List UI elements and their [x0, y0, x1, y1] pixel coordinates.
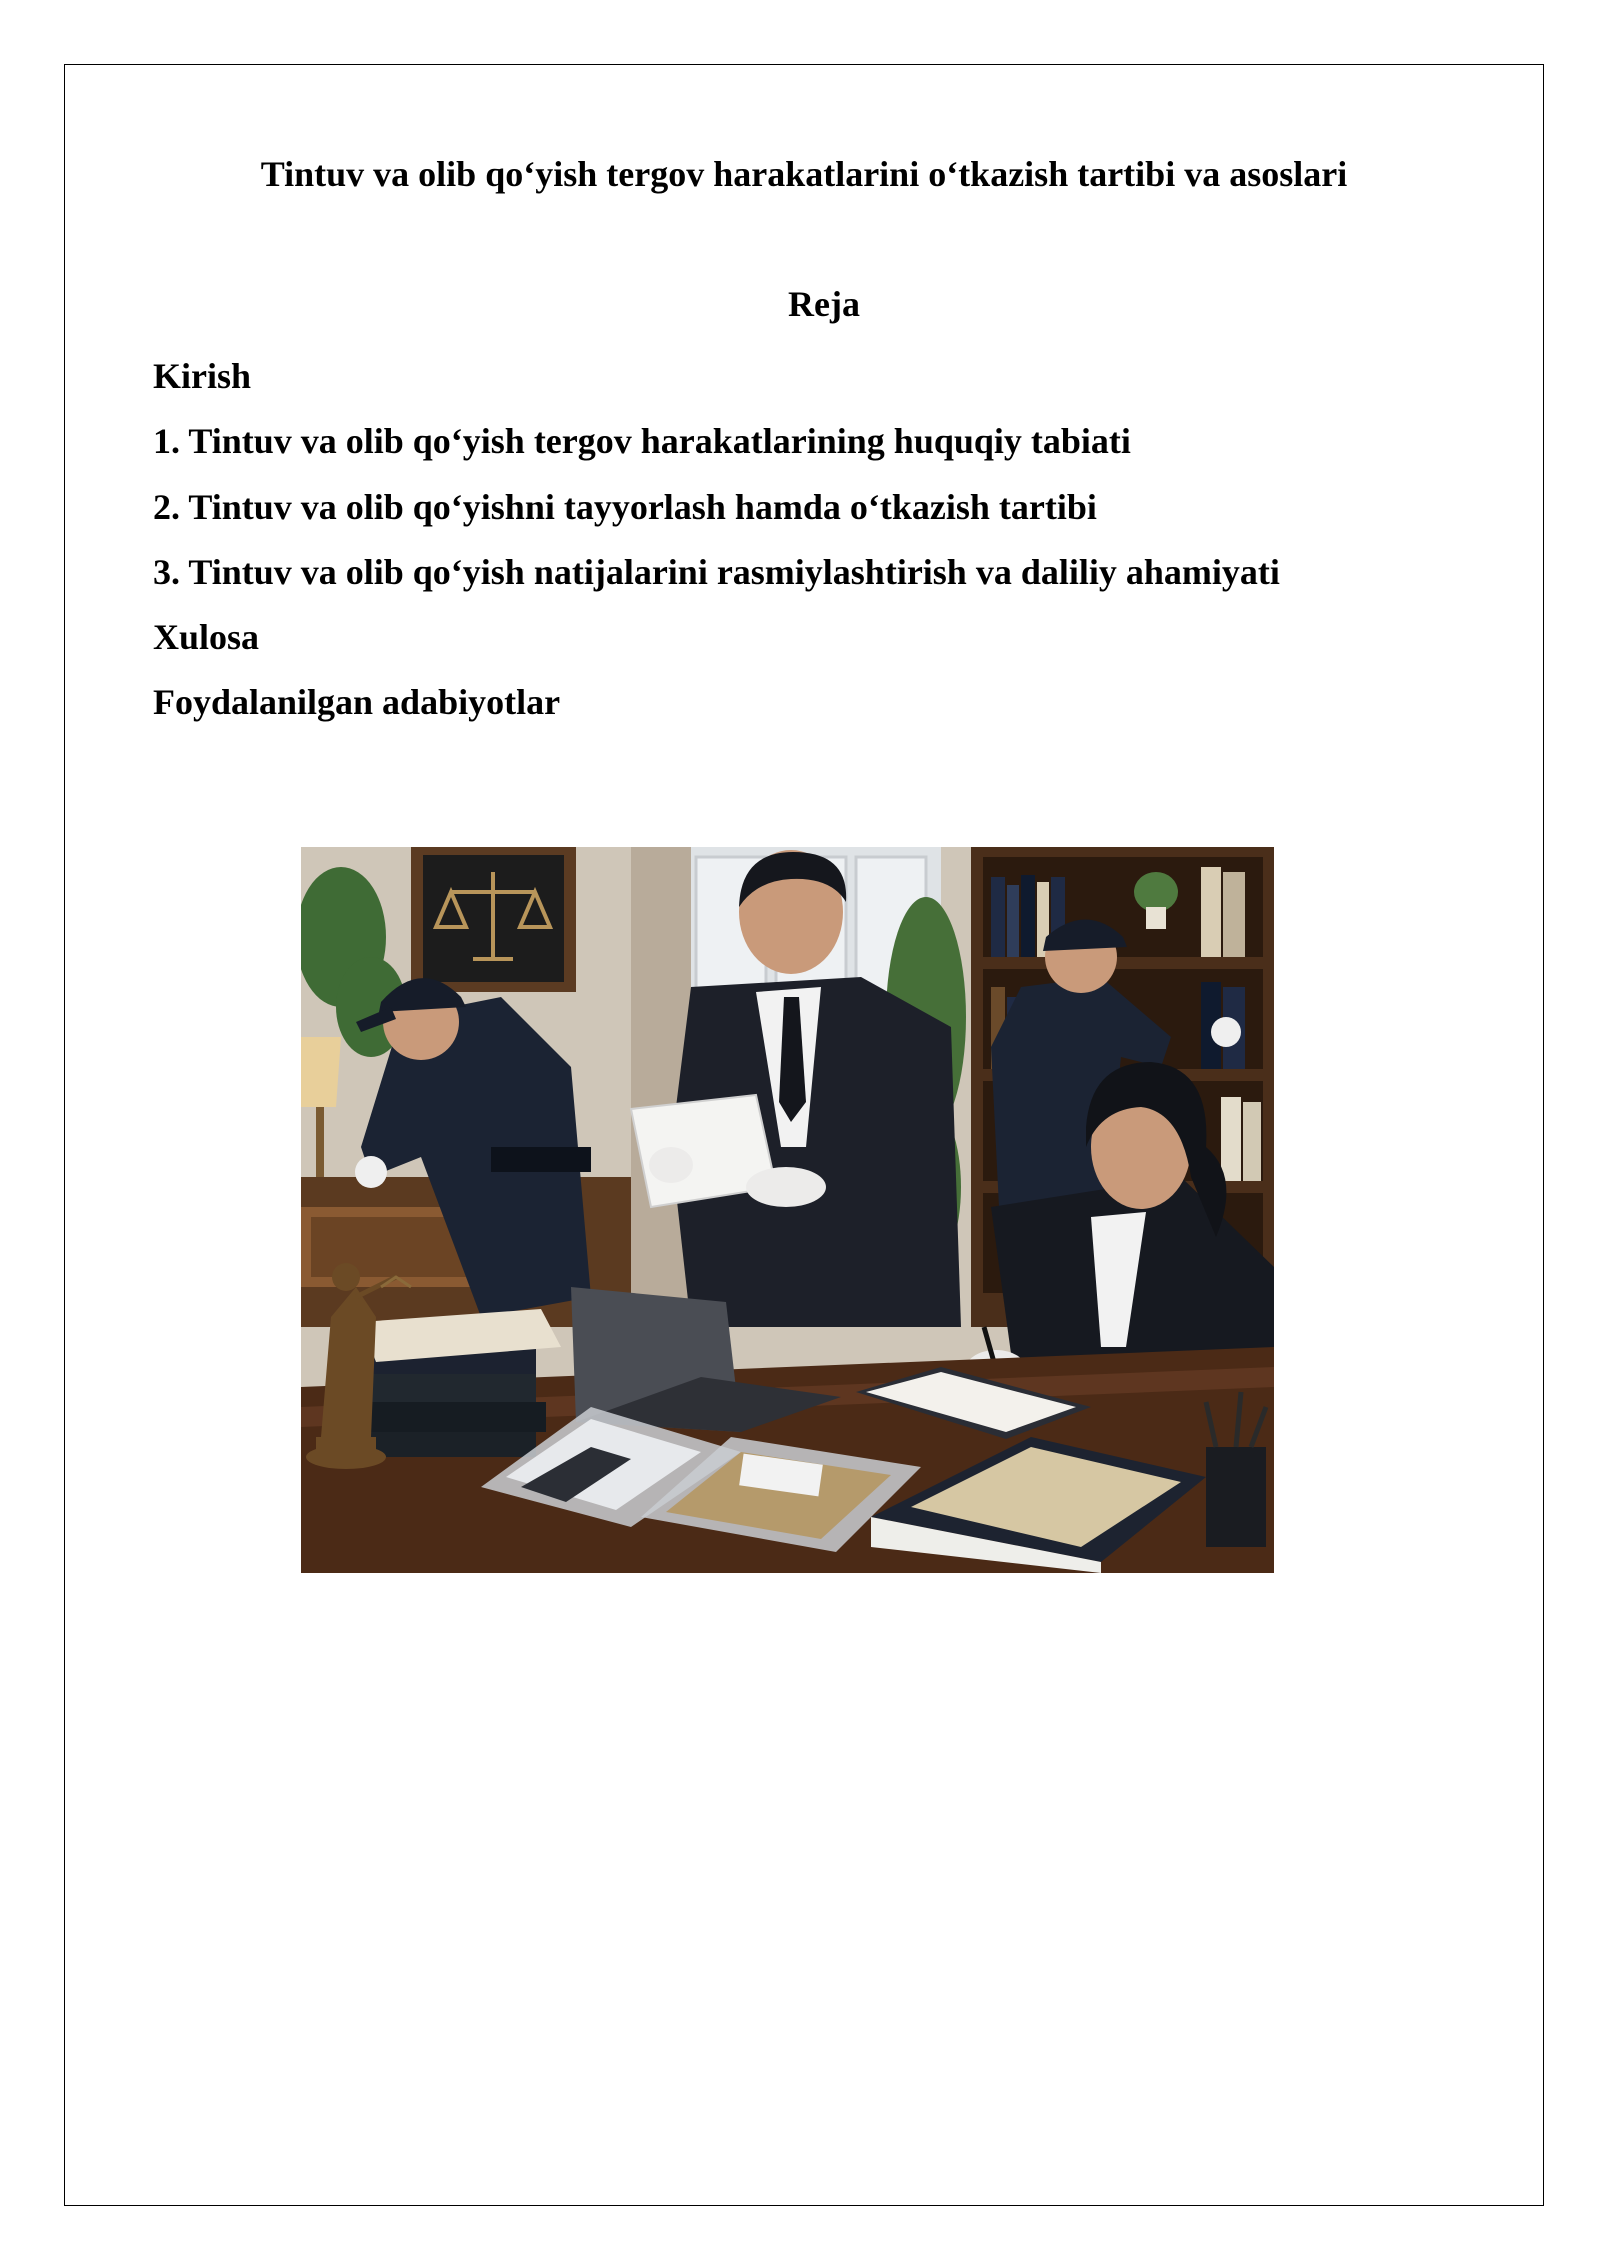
plan-item-3: 3. Tintuv va olib qo‘yish natijalarini rasmiylashtirish va daliliy ahamiyati [153, 551, 1280, 592]
plan-item-introduction: Kirish [153, 356, 252, 396]
search-scene-illustration-icon [301, 847, 1274, 1573]
plan-item-conclusion: Xulosa [153, 617, 260, 658]
plan-list [153, 344, 1280, 736]
plan-item-1: 1. Tintuv va olib qo‘yish tergov harakatlarining huquqiy tabiati [153, 421, 1131, 462]
plan-heading: Reja [788, 284, 860, 324]
plan-item-references: Foydalanilgan adabiyotlar [153, 682, 561, 723]
plan-item-2: 2. Tintuv va olib qo‘yishni tayyorlash hamda o‘tkazish tartibi [153, 486, 1097, 527]
document-title: Tintuv va olib qo‘yish tergov harakatlarini o‘tkazish tartibi va asoslari [260, 154, 1348, 194]
